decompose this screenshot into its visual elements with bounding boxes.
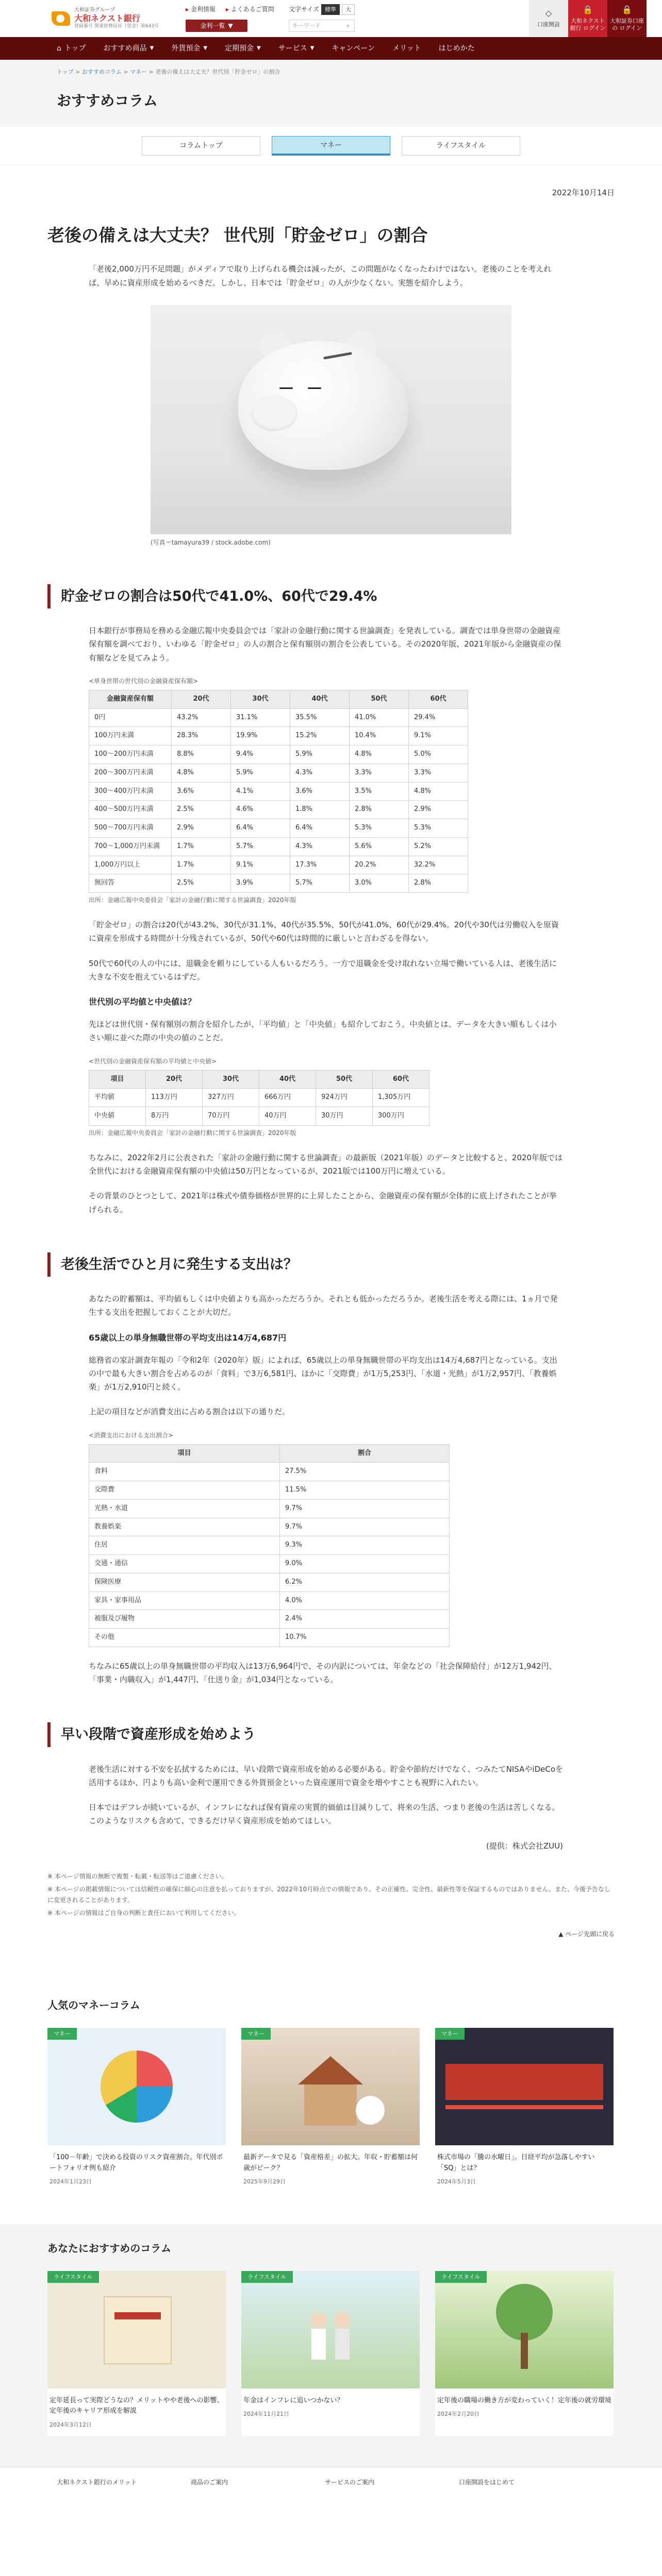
- logo-registration: 登録番号 関東財務局長（登金）第643号: [74, 24, 159, 29]
- nav-label: おすすめ商品: [103, 44, 147, 53]
- people-icon: [241, 2271, 420, 2388]
- nav-recommended-products[interactable]: [103, 42, 154, 55]
- hero-caption: (写真＝tamayura39 / stock.adobe.com): [151, 538, 271, 546]
- table-cell: 3.3%: [350, 764, 409, 782]
- nav-getting-started[interactable]: [439, 42, 475, 55]
- table-cell: 9.4%: [231, 745, 290, 764]
- footer-link[interactable]: 口座開設をはじめて: [459, 2479, 515, 2486]
- table-cell: 327万円: [203, 1089, 259, 1107]
- card-title: 定年後の職場の働き方が変わっていく！定年後の就労環境: [437, 2396, 611, 2404]
- table-row: [89, 1481, 450, 1500]
- column-card[interactable]: [435, 2271, 614, 2436]
- lock-icon: 🔒: [583, 5, 593, 15]
- table-cell: 8万円: [146, 1107, 203, 1126]
- table-cell: 教養娯楽: [89, 1518, 280, 1536]
- expense-ratio-table: [89, 1444, 450, 1647]
- table-cell: 300〜400万円未満: [89, 782, 172, 801]
- table-row: [89, 819, 468, 838]
- retirement-image: [47, 2271, 226, 2388]
- table-cell: 29.4%: [409, 708, 468, 727]
- table-cell: その他: [89, 1629, 280, 1647]
- nav-label: キャンペーン: [332, 44, 375, 53]
- table-row: [89, 874, 468, 893]
- table-cell: 光熱・水道: [89, 1499, 280, 1518]
- rate-list-select[interactable]: [186, 20, 247, 32]
- nav-campaign[interactable]: [332, 42, 375, 55]
- pie-chart-icon: [47, 2028, 226, 2145]
- page-top-link[interactable]: ▲ ページ先頭に戻る: [558, 1930, 615, 1938]
- paragraph: その背景のひとつとして、2021年は株式や債券価格が世界的に上昇したことから、金融資産の保有額が全体的に底上げされたことが挙げられる。: [89, 1191, 557, 1214]
- card-date: 2024年5月3日: [437, 2178, 476, 2185]
- table-cell: 924万円: [316, 1089, 373, 1107]
- hero-image: [151, 305, 511, 534]
- column-card[interactable]: [241, 2271, 420, 2436]
- disclaimers: [47, 1864, 615, 1924]
- table-cell: 17.3%: [290, 856, 350, 874]
- card-title: 年金はインフレに追いつかない？: [243, 2396, 344, 2404]
- paragraph: 日本ではデフレが続いているが、インフレになれば保有資産の実質的価値は目減りして、将来の生活、つまり老後の生活は苦しくなる。このようなリスクも含めて、できるだけ早く資産形成を始めてほしい。: [89, 1803, 560, 1826]
- subheading: 世代別の平均値と中央値は？: [89, 997, 196, 1007]
- table-header-cell: 20代: [146, 1070, 203, 1089]
- table-row: [89, 837, 468, 856]
- article-date: 2022年10月14日: [552, 188, 615, 198]
- card-tag: ライフスタイル: [241, 2271, 293, 2283]
- card-title: 最新データで見る「資産格差」の拡大。年収・貯蓄額は何歳がピーク？: [243, 2153, 418, 2172]
- paragraph: 老後生活に対する不安を払拭するためには、早い段階で資産形成を始める必要がある。貯金や節約だけでなく、つみたてNISAやiDeCoを活用するほか、円よりも高い金利で運用できる外貨預金といった資産運用で資金を増やすことも視野に入れたい。: [89, 1764, 564, 1787]
- card-title: 「100－年齢」で決める投資のリスク資産割合。年代別ポートフォリオ例も紹介: [49, 2153, 223, 2172]
- table-cell: 家具・家事用品: [89, 1591, 280, 1610]
- paragraph: 総務省の家計調査年報の「令和2年（2020年）版」によれば、65歳以上の単身無職世帯の平均支出は14万4,687円となっている。支出の中で最も大きい割合を占めるのが「食料」で3万6,581円、ほかに「交際費」が1万5,253円、「水道・光熱」が1万2,957円、「教養娯楽」が1万2,910円と続く。: [89, 1355, 557, 1392]
- table-cell: 1,305万円: [373, 1089, 429, 1107]
- paragraph: 50代で60代の人の中には、退職金を頼りにしている人もいるだろう。一方で退職金を受け取れない立場で働いている人は、老後生活に大きな不安を抱えているはずだ。: [89, 958, 557, 981]
- table-cell: 30万円: [316, 1107, 373, 1126]
- table-cell: 1.7%: [172, 856, 231, 874]
- table-cell: 113万円: [146, 1089, 203, 1107]
- tree-icon: [435, 2271, 614, 2388]
- header-actions: [529, 0, 647, 37]
- disclaimer: ※ 本ページの情報はご自身の判断と責任において利用してください。: [47, 1909, 240, 1917]
- font-size-label: 文字サイズ: [289, 6, 320, 13]
- table-row: [89, 1463, 450, 1481]
- table-row: [89, 782, 468, 801]
- table-cell: 2.9%: [409, 801, 468, 819]
- page-title-wrap: [0, 84, 662, 127]
- table-cell: 9.1%: [409, 727, 468, 745]
- table-cell: 20.2%: [350, 856, 409, 874]
- table-cell: 交際費: [89, 1481, 280, 1500]
- table-header-cell: 60代: [409, 690, 468, 708]
- paragraph: ちなみに65歳以上の単身無職世帯の平均収入は13万6,964円で、その内訳については、年金などの「社会保障給付」が12万1,942円、「事業・内職収入」が1,447円、「仕送り金」が1,034円となっている。: [89, 1661, 557, 1684]
- breadcrumb-columns[interactable]: おすすめコラム: [81, 69, 122, 75]
- table-header-row: [89, 1444, 450, 1463]
- footer-link[interactable]: 商品のご案内: [191, 2479, 228, 2486]
- table-cell: 3.6%: [290, 782, 350, 801]
- nav-label: はじめかた: [438, 44, 475, 53]
- table-cell: 43.2%: [172, 708, 231, 727]
- table-row: [89, 1591, 450, 1610]
- paragraph: 先ほどは世代別・保有額別の割合を紹介したが、「平均値」と「中央値」も紹介しておこう。中央値とは、データを大きい順もしくは小さい順に並べた際の中央の値のことだ。: [89, 1020, 557, 1043]
- table-cell: 9.3%: [280, 1536, 450, 1555]
- author-credit: (提供：株式会社ZUU): [486, 1841, 563, 1851]
- table-cell: 住居: [89, 1536, 280, 1555]
- table-header-cell: 20代: [172, 690, 231, 708]
- house-icon: [241, 2028, 420, 2145]
- bank-login-label: 大和ネクスト銀行 ログイン: [570, 18, 606, 32]
- table-cell: 5.7%: [231, 837, 290, 856]
- table-cell: 19.9%: [231, 727, 290, 745]
- table-cell: 無回答: [89, 874, 172, 893]
- article-intro: 「老後2,000万円不足問題」がメディアで取り上げられる機会は減ったが、この問題がなくなったわけではない。老後のことを考えれば、早めに資産形成を始めるべきだ。しかし、日本では「貯金ゼロ」の人が少なくない。実態を紹介しよう。: [89, 264, 552, 287]
- nav-label: 定期預金: [225, 44, 254, 53]
- table-caption: <単身世帯の世代別の金融資産保有額>: [89, 677, 198, 685]
- table-header-cell: 60代: [373, 1070, 429, 1089]
- search-input[interactable]: [289, 20, 355, 32]
- house-percent-image: [241, 2028, 420, 2145]
- table-cell: 被服及び履物: [89, 1610, 280, 1629]
- table-cell: 5.7%: [290, 874, 350, 893]
- table-cell: 11.5%: [280, 1481, 450, 1500]
- chevron-down-icon: ▼: [310, 45, 315, 52]
- table-caption: <消費支出における支出割合>: [89, 1431, 174, 1439]
- table-cell: 10.4%: [350, 727, 409, 745]
- table-cell: 6.4%: [290, 819, 350, 838]
- table-header-cell: 50代: [350, 690, 409, 708]
- table-cell: 666万円: [259, 1089, 316, 1107]
- nav-label: サービス: [278, 44, 307, 53]
- nav-time-deposit[interactable]: [225, 42, 261, 55]
- table-cell: 6.2%: [280, 1573, 450, 1591]
- table-row: [89, 1555, 450, 1573]
- table-row: [89, 1107, 429, 1126]
- footer-link[interactable]: 大和ネクスト銀行のメリット: [57, 2479, 137, 2486]
- table-caption: <世代別の金融資産保有額の平均値と中央値>: [89, 1057, 217, 1065]
- table-cell: 700〜1,000万円未満: [89, 837, 172, 856]
- lock-icon: 🔒: [622, 5, 632, 15]
- table-cell: 9.7%: [280, 1499, 450, 1518]
- table-source: 出所：金融広報中央委員会「家計の金融行動に関する世論調査」2020年版: [89, 896, 296, 904]
- table-cell: 10.7%: [280, 1629, 450, 1647]
- table-cell: 5.9%: [290, 745, 350, 764]
- table-row: [89, 1536, 450, 1555]
- card-tag: ライフスタイル: [47, 2271, 99, 2283]
- popular-cards: [47, 2028, 615, 2193]
- card-date: 2024年2月20日: [437, 2411, 479, 2418]
- nav-foreign-deposit[interactable]: [171, 42, 207, 55]
- search-placeholder: キーワード: [292, 22, 321, 29]
- nav-label: 外貨預金: [171, 44, 201, 53]
- chevron-down-icon: ▼: [228, 22, 233, 29]
- card-date: 2025年9月29日: [243, 2178, 286, 2185]
- site-footer: [0, 2467, 662, 2498]
- table-cell: 2.5%: [172, 874, 231, 893]
- breadcrumb: トップ > おすすめコラム > マネー > 老後の備えは大丈夫？世代別「貯金ゼロ」の割合: [0, 60, 662, 84]
- table-header-cell: 項目: [89, 1444, 280, 1463]
- securities-login-button[interactable]: [607, 0, 647, 37]
- card-tag: ライフスタイル: [435, 2271, 487, 2283]
- header-utility-links: [186, 4, 274, 15]
- global-nav: [0, 37, 662, 60]
- card-date: 2024年1月23日: [49, 2178, 92, 2185]
- table-cell: 1.7%: [172, 837, 231, 856]
- section-body: [89, 624, 563, 1216]
- table-cell: 28.3%: [172, 727, 231, 745]
- nav-top[interactable]: [57, 42, 86, 55]
- nav-label: メリット: [392, 44, 421, 53]
- table-cell: 1.8%: [290, 801, 350, 819]
- table-cell: 15.2%: [290, 727, 350, 745]
- table-row: [89, 1518, 450, 1536]
- table-header-cell: 40代: [259, 1070, 316, 1089]
- table-cell: 9.0%: [280, 1555, 450, 1573]
- table-cell: 3.3%: [409, 764, 468, 782]
- table-cell: 2.8%: [350, 801, 409, 819]
- table-cell: 2.5%: [172, 801, 231, 819]
- table-row: [89, 1089, 429, 1107]
- paragraph: ちなみに、2022年2月に公表された「家計の金融行動に関する世論調査」の最新版（2021年版）のデータと比較すると、2020年版では全世代における金融資産保有額の中央値は50万円となっているが、2021版では100万円に増えている。: [89, 1153, 563, 1176]
- savings-by-generation-table: [89, 690, 468, 893]
- table-header-cell: 40代: [290, 690, 350, 708]
- tab-column-top[interactable]: コラムトップ: [142, 136, 260, 156]
- column-tabs: [0, 127, 662, 165]
- piggy-eye: [279, 387, 293, 389]
- logo-mark-icon: [52, 11, 70, 26]
- site-header: [0, 0, 662, 60]
- section-title: 貯金ゼロの割合は50代で41.0%、60代で29.4%: [47, 584, 615, 608]
- table-cell: 70万円: [203, 1107, 259, 1126]
- table-cell: 35.5%: [290, 708, 350, 727]
- card-date: 2024年3月12日: [49, 2421, 92, 2429]
- chevron-down-icon: ▼: [257, 45, 261, 52]
- card-title: 株式市場の「騰の水曜日」。日経平均が急落しやすい「SQ」とは？: [437, 2153, 595, 2172]
- popular-columns: [0, 1981, 662, 2224]
- breadcrumb-top[interactable]: トップ: [57, 69, 74, 75]
- table-cell: 27.5%: [280, 1463, 450, 1481]
- table-cell: 0円: [89, 708, 172, 727]
- table-cell: 4.3%: [290, 837, 350, 856]
- account-icon: ◇: [545, 8, 552, 19]
- table-header-cell: 割合: [280, 1444, 450, 1463]
- page-title: おすすめコラム: [57, 92, 158, 110]
- recommended-title: あなたにおすすめのコラム: [47, 2242, 171, 2255]
- paragraph: 「貯金ゼロ」の割合は20代が43.2%、30代が31.1%、40代が35.5%、50代が41.0%、60代が29.4%。20代や30代は労働収入を原資に資産を形成する時間が十分残されているが、50代や60代は時間的に厳しいと言わざるを得ない。: [89, 920, 559, 943]
- article-body: [89, 262, 563, 290]
- recommended-columns: [0, 2224, 662, 2467]
- table-row: [89, 708, 468, 727]
- table-cell: 2.8%: [409, 874, 468, 893]
- table-cell: 4.6%: [231, 801, 290, 819]
- font-size-switch: [289, 4, 355, 15]
- table-cell: 100万円未満: [89, 727, 172, 745]
- card-tag: マネー: [435, 2028, 465, 2040]
- table-header-cell: 金融資産保有額: [89, 690, 172, 708]
- securities-login-label: 大和証券口座の ログイン: [610, 18, 644, 32]
- table-cell: 8.8%: [172, 745, 231, 764]
- header-top: [0, 0, 662, 37]
- table-cell: 5.2%: [409, 837, 468, 856]
- paragraph: あなたの貯蓄額は、平均値もしくは中央値よりも高かっただろうか。それとも低かっただろうか。老後生活を考える際には、1ヵ月で発生する支出を把握しておくことが大切だ。: [89, 1294, 558, 1317]
- nav-merit[interactable]: [392, 42, 421, 55]
- breadcrumb-money[interactable]: マネー: [130, 69, 147, 75]
- table-cell: 400〜500万円未満: [89, 801, 172, 819]
- table-cell: 平均値: [89, 1089, 146, 1107]
- table-header-row: [89, 690, 468, 708]
- tab-money[interactable]: マネー: [272, 136, 390, 156]
- paragraph: 日本銀行が事務局を務める金融広報中央委員会では「家計の金融行動に関する世論調査」を発表している。調査では単身世帯の金融資産保有額を調べており、いわゆる「貯金ゼロ」の人の割合と保有額別の割合を公表している。その2020年版、2021年版から金融資産の保有額などを見てみよう。: [89, 626, 561, 663]
- table-row: [89, 801, 468, 819]
- table-cell: 40万円: [259, 1107, 316, 1126]
- font-size-large-button[interactable]: 大: [342, 4, 355, 15]
- table-row: [89, 1499, 450, 1518]
- logo-group: 大和証券グループ: [74, 7, 115, 13]
- table-header-cell: 30代: [203, 1070, 259, 1089]
- popular-title: 人気のマネーコラム: [47, 1998, 140, 2011]
- table-header-cell: 50代: [316, 1070, 373, 1089]
- article-title: 老後の備えは大丈夫？ 世代別「貯金ゼロ」の割合: [47, 225, 428, 245]
- document-icon: [47, 2271, 226, 2388]
- table-cell: 100〜200万円未満: [89, 745, 172, 764]
- card-date: 2024年11月21日: [243, 2411, 289, 2418]
- column-card[interactable]: [241, 2028, 420, 2193]
- open-account-button[interactable]: [529, 0, 568, 37]
- breadcrumb-current: 老後の備えは大丈夫？世代別「貯金ゼロ」の割合: [155, 69, 280, 75]
- section-body: [89, 1292, 563, 1686]
- table-cell: 31.1%: [231, 708, 290, 727]
- section-title: 老後生活でひと月に発生する支出は？: [47, 1252, 615, 1277]
- faq-link[interactable]: ▸ よくあるご質問: [226, 4, 274, 15]
- card-tag: マネー: [241, 2028, 271, 2040]
- section-body: [89, 1762, 563, 1853]
- subheading: 65歳以上の単身無職世帯の平均支出は14万4,687円: [89, 1332, 287, 1343]
- table-row: [89, 1629, 450, 1647]
- section-title: 早い段階で資産形成を始めよう: [47, 1722, 615, 1747]
- park-image: [435, 2271, 614, 2388]
- table-cell: 3.5%: [350, 782, 409, 801]
- table-cell: 交通・通信: [89, 1555, 280, 1573]
- table-cell: 3.0%: [350, 874, 409, 893]
- table-cell: 中央値: [89, 1107, 146, 1126]
- table-cell: 41.0%: [350, 708, 409, 727]
- chevron-down-icon: ▼: [150, 45, 154, 52]
- article: [47, 165, 615, 1981]
- column-card[interactable]: [47, 2271, 226, 2436]
- stock-board-image: [435, 2028, 614, 2145]
- elderly-couple-image: [241, 2271, 420, 2388]
- nav-top-label: トップ: [64, 44, 86, 53]
- table-row: [89, 1610, 450, 1629]
- table-row: [89, 727, 468, 745]
- table-cell: 3.9%: [231, 874, 290, 893]
- table-cell: 9.1%: [231, 856, 290, 874]
- open-account-label: 口座開設: [537, 21, 560, 28]
- table-cell: 200〜300万円未満: [89, 764, 172, 782]
- chevron-down-icon: ▼: [203, 45, 208, 52]
- table-cell: 4.3%: [290, 764, 350, 782]
- table-cell: 500〜700万円未満: [89, 819, 172, 838]
- search-icon[interactable]: ⌕: [346, 22, 350, 29]
- recommended-cards: [47, 2271, 615, 2436]
- pie-chart-image: [47, 2028, 226, 2145]
- rate-info-link[interactable]: ▸ 金利情報: [186, 4, 216, 15]
- table-row: [89, 764, 468, 782]
- rate-list-label: 金利一覧: [200, 22, 225, 29]
- table-cell: 4.8%: [409, 782, 468, 801]
- table-cell: 32.2%: [409, 856, 468, 874]
- table-cell: 2.9%: [172, 819, 231, 838]
- table-cell: 4.0%: [280, 1591, 450, 1610]
- piggy-eye: [308, 387, 321, 389]
- paragraph: 上記の項目などが消費支出に占める割合は以下の通りだ。: [89, 1407, 290, 1417]
- table-cell: 5.0%: [409, 745, 468, 764]
- table-cell: 4.8%: [172, 764, 231, 782]
- table-header-cell: 30代: [231, 690, 290, 708]
- column-card[interactable]: [435, 2028, 614, 2193]
- table-cell: 食料: [89, 1463, 280, 1481]
- tab-lifestyle[interactable]: ライフスタイル: [402, 136, 520, 156]
- bank-logo[interactable]: [52, 7, 159, 30]
- footer-link[interactable]: サービスのご案内: [325, 2479, 375, 2486]
- table-cell: 4.1%: [231, 782, 290, 801]
- table-cell: 5.6%: [350, 837, 409, 856]
- table-cell: 5.3%: [409, 819, 468, 838]
- table-cell: 1,000万円以上: [89, 856, 172, 874]
- logo-bank-name: 大和ネクスト銀行: [74, 13, 140, 24]
- table-cell: 9.7%: [280, 1518, 450, 1536]
- table-row: [89, 745, 468, 764]
- table-header-row: [89, 1070, 429, 1089]
- table-cell: 2.4%: [280, 1610, 450, 1629]
- card-title: 定年延長って実際どうなの？メリットやや老後への影響、定年後のキャリア形成を解説: [49, 2396, 224, 2415]
- nav-services[interactable]: [278, 42, 315, 55]
- table-source: 出所：金融広報中央委員会「家計の金融行動に関する世論調査」2020年版: [89, 1129, 296, 1137]
- stock-ticker-icon: [435, 2028, 614, 2145]
- home-icon: ⌂: [57, 44, 61, 53]
- disclaimer: ※ 本ページ情報の無断で複製・転載・転送等はご遠慮ください。: [47, 1872, 228, 1880]
- average-median-table: [89, 1070, 429, 1126]
- piggy-snout: [251, 395, 297, 431]
- table-cell: 5.3%: [350, 819, 409, 838]
- table-cell: 3.6%: [172, 782, 231, 801]
- table-row: [89, 856, 468, 874]
- table-cell: 4.8%: [350, 745, 409, 764]
- bank-login-button[interactable]: [568, 0, 607, 37]
- font-size-standard-button[interactable]: 標準: [321, 4, 340, 15]
- table-row: [89, 1573, 450, 1591]
- disclaimer: ※ 本ページの掲載情報については信頼性の確保に細心の注意を払っておりますが、2022年10月時点での情報であり、その正確性、完全性、最新性等を保証するものではありません。また、今後予告なしに変更されることがあります。: [47, 1885, 610, 1904]
- table-cell: 6.4%: [231, 819, 290, 838]
- column-card[interactable]: [47, 2028, 226, 2193]
- table-cell: 300万円: [373, 1107, 429, 1126]
- table-header-cell: 項目: [89, 1070, 146, 1089]
- table-cell: 保険医療: [89, 1573, 280, 1591]
- card-tag: マネー: [47, 2028, 77, 2040]
- table-cell: 5.9%: [231, 764, 290, 782]
